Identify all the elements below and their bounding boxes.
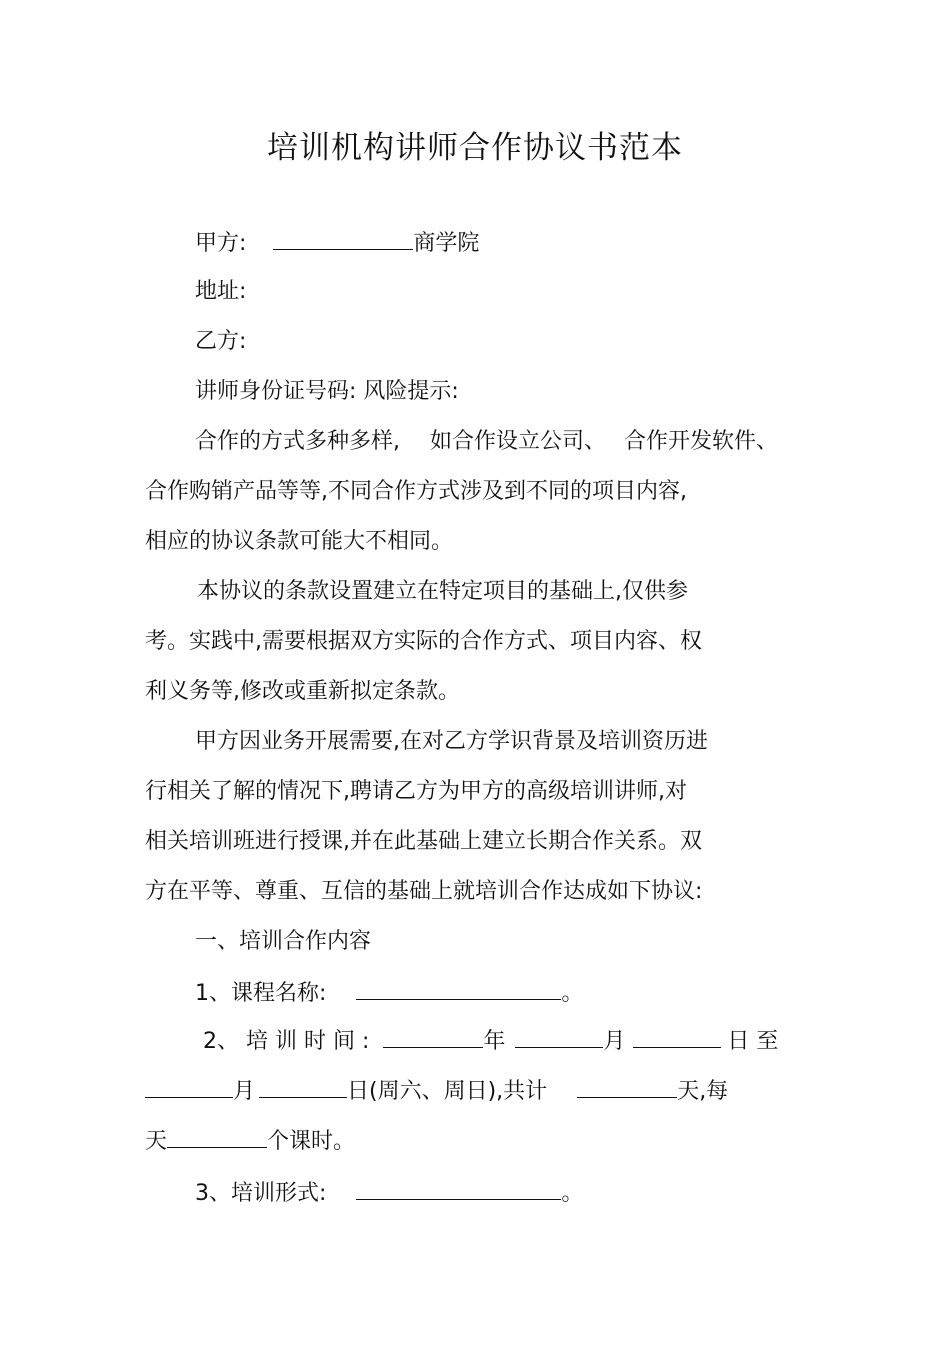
item-2-line-3 — [145, 1125, 355, 1157]
p3-line-1: 甲方因业务开展需要,在对乙方学识背景及培训资历进 — [195, 729, 708, 754]
days-label: 天,每 — [677, 1079, 729, 1104]
weekend-text: 日(周六、周日),共计 — [347, 1079, 548, 1104]
month-label: 月 — [603, 1029, 626, 1054]
start-day-blank[interactable] — [633, 1025, 721, 1048]
id-risk-line: 讲师身份证号码: 风险提示: — [195, 379, 459, 404]
start-year-blank[interactable] — [383, 1025, 483, 1048]
year-label: 年 — [483, 1029, 506, 1054]
p3-line-3: 相关培训班进行授课,并在此基础上建立长期合作关系。双 — [145, 829, 702, 854]
address-line: 地址: — [195, 279, 247, 304]
item-1-label: 1、课程名称: — [195, 981, 327, 1006]
tian-label: 天 — [145, 1129, 168, 1154]
p2-line-1: 本协议的条款设置建立在特定项目的基础上,仅供参 — [197, 579, 688, 604]
document-title: 培训机构讲师合作协议书范本 — [267, 130, 683, 166]
p1-seg-1: 合作的方式多种多样, — [195, 429, 400, 454]
party-a-blank[interactable] — [273, 227, 413, 250]
hours-per-day-blank[interactable] — [167, 1125, 267, 1148]
item-1-line — [195, 977, 583, 1009]
end-day-blank[interactable] — [259, 1075, 347, 1098]
end-month-blank[interactable] — [145, 1075, 233, 1098]
start-month-blank[interactable] — [515, 1025, 603, 1048]
p1-seg-2: 如合作设立公司、 — [430, 429, 607, 454]
p1-line-1 — [195, 427, 778, 457]
item-3-label: 3、培训形式: — [195, 1181, 327, 1206]
item-3-end: 。 — [561, 1181, 584, 1206]
p2-line-3: 利义务等,修改或重新拟定条款。 — [145, 679, 460, 704]
section-1-heading: 一、培训合作内容 — [195, 929, 372, 954]
party-b-line: 乙方: — [195, 329, 247, 354]
item-3-line — [195, 1177, 583, 1209]
hours-label: 个课时。 — [267, 1129, 356, 1154]
item-2-line-1 — [203, 1025, 778, 1057]
p1-seg-3: 合作开发软件、 — [624, 429, 779, 454]
party-a-suffix: 商学院 — [413, 231, 480, 256]
training-form-blank[interactable] — [356, 1177, 561, 1200]
item-2-label: 2、 培 训 时 间 : — [203, 1029, 370, 1054]
day-to-label: 日 至 — [727, 1029, 779, 1054]
party-a-line — [195, 227, 479, 259]
course-name-blank[interactable] — [356, 977, 561, 1000]
p2-line-2: 考。实践中,需要根据双方实际的合作方式、项目内容、权 — [145, 629, 702, 654]
item-1-end: 。 — [561, 981, 584, 1006]
p1-line-3: 相应的协议条款可能大不相同。 — [145, 529, 454, 554]
p3-line-4: 方在平等、尊重、互信的基础上就培训合作达成如下协议: — [145, 879, 703, 904]
total-days-blank[interactable] — [577, 1075, 677, 1098]
party-a-label: 甲方: — [195, 231, 247, 256]
month2-label: 月 — [233, 1079, 256, 1104]
item-2-line-2 — [145, 1075, 728, 1107]
p1-line-2: 合作购销产品等等,不同合作方式涉及到不同的项目内容, — [145, 479, 687, 504]
p3-line-2: 行相关了解的情况下,聘请乙方为甲方的高级培训讲师,对 — [145, 779, 687, 804]
